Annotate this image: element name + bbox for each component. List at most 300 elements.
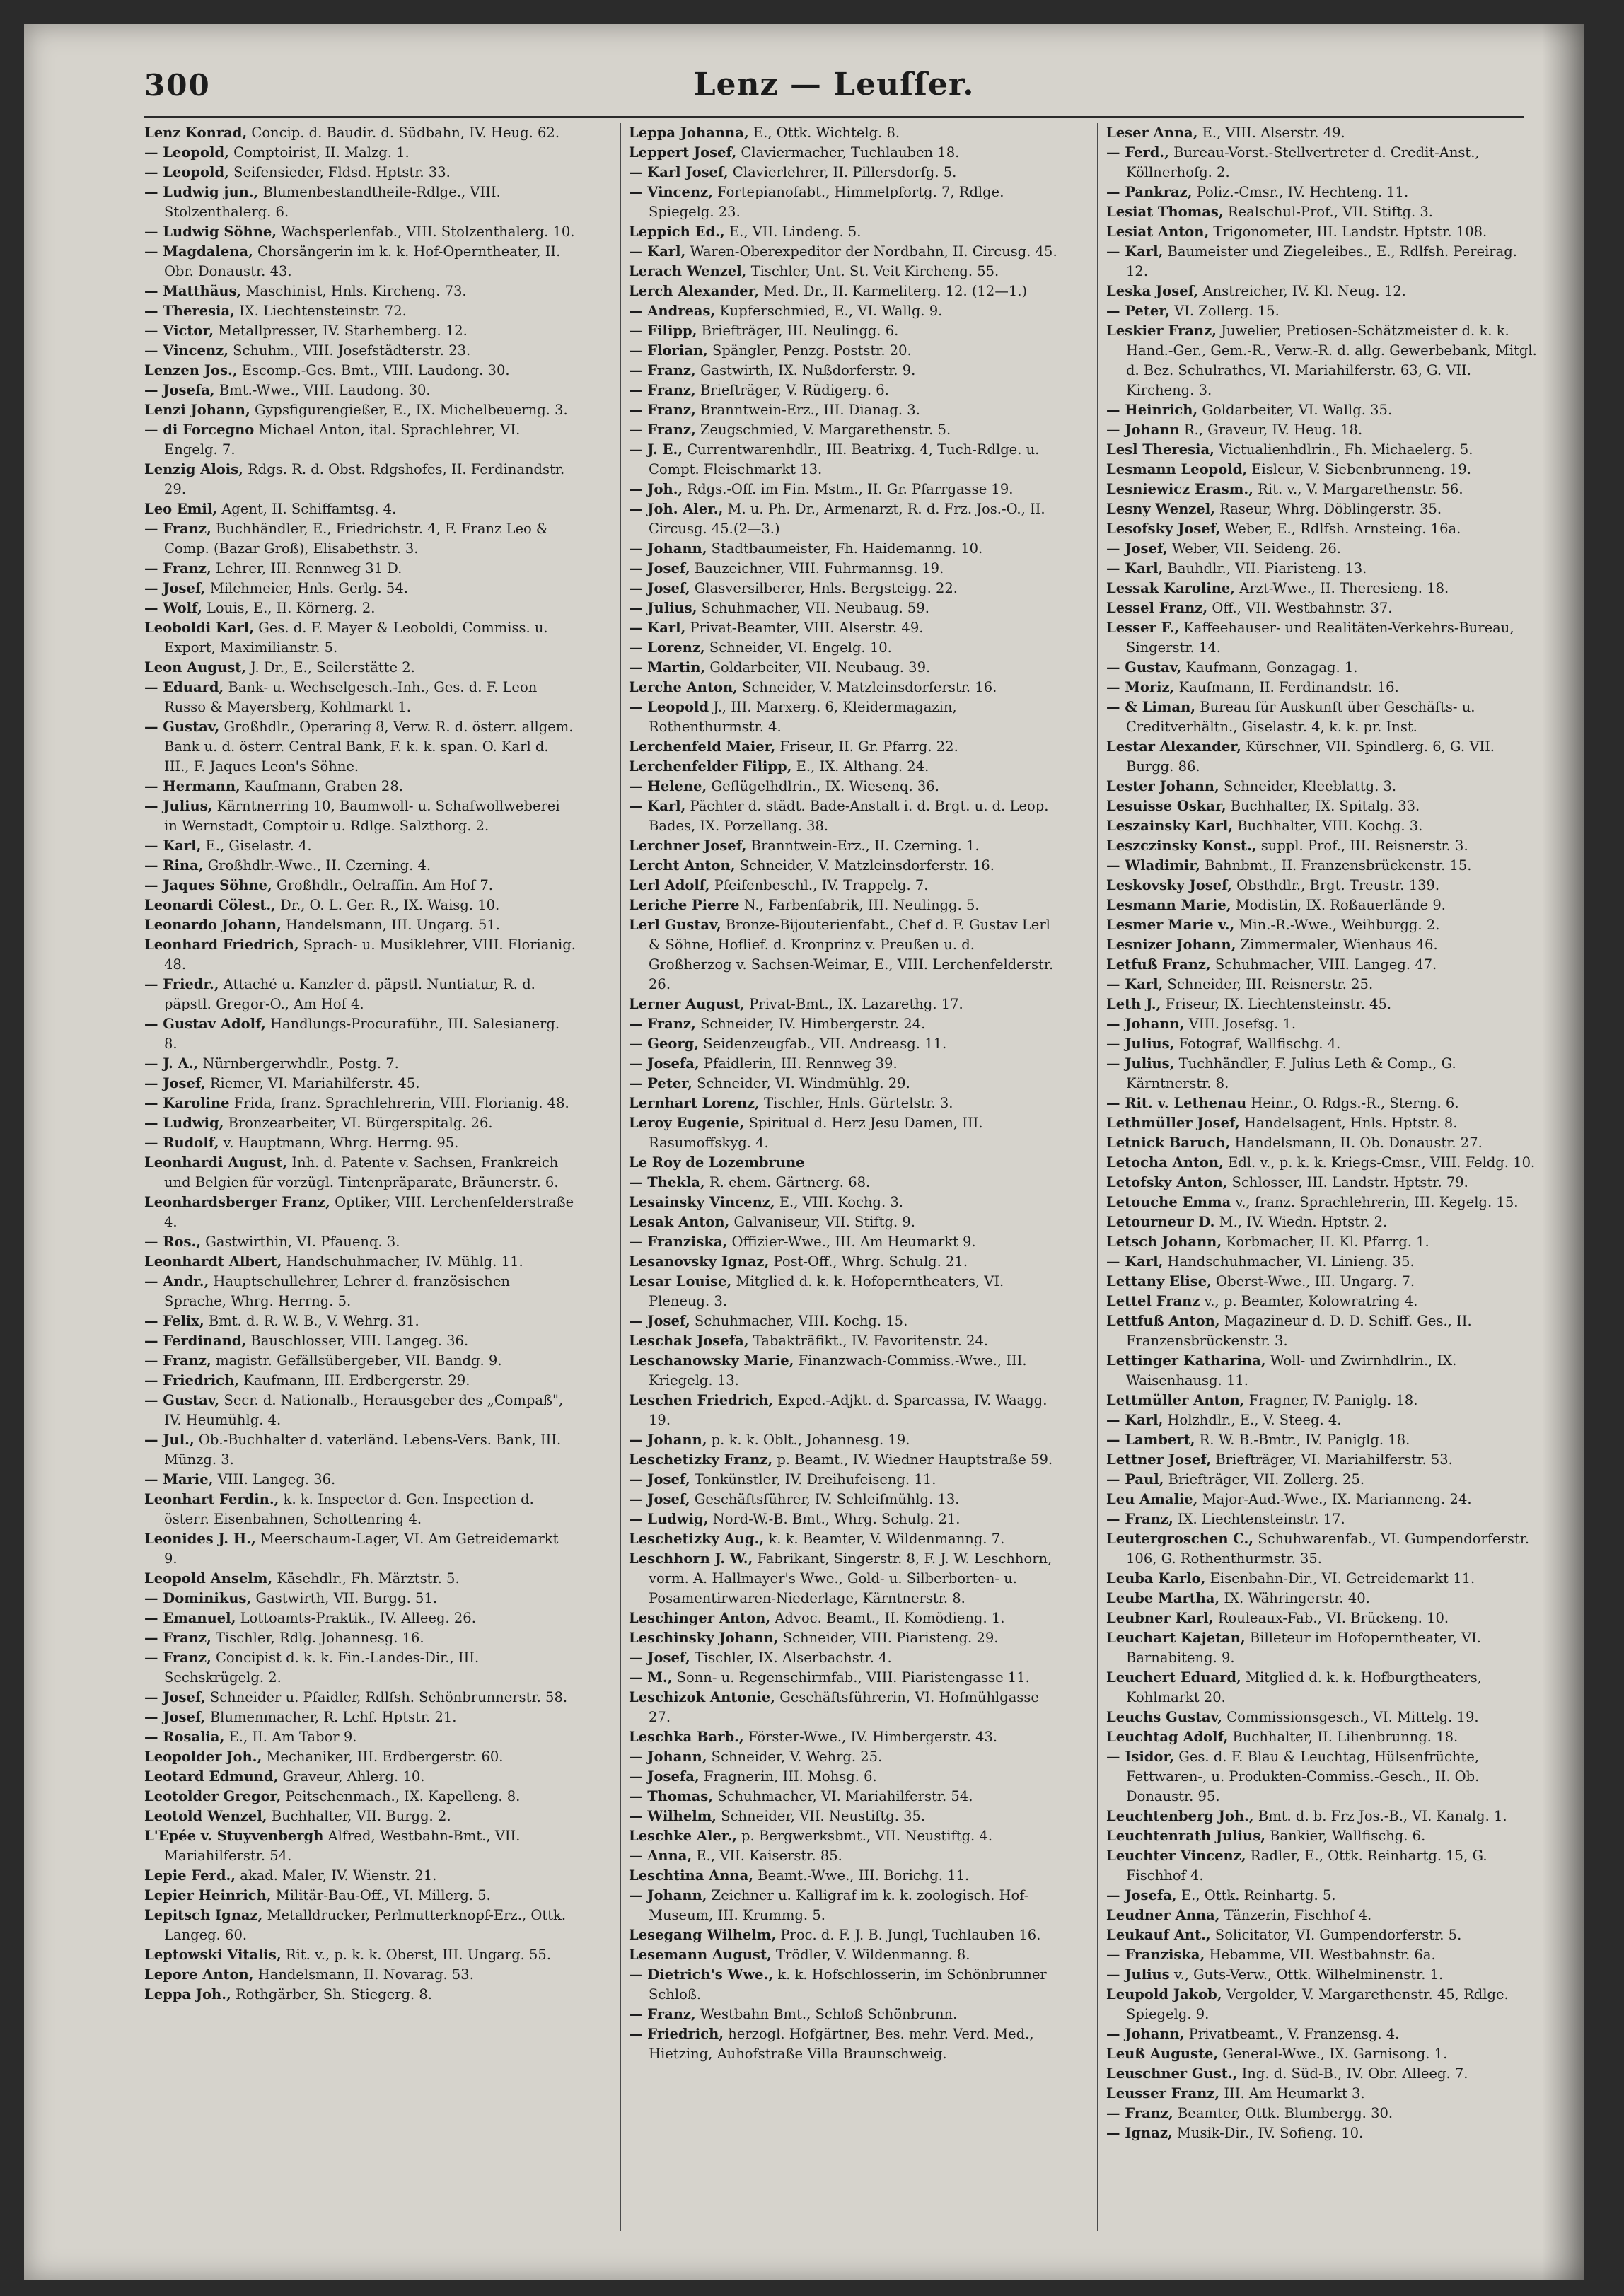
entry-details: E., Ottk. Reinhartg. 5. [1176, 1887, 1336, 1903]
directory-entry [1106, 282, 1538, 301]
entry-details: Attaché u. Kanzler d. päpstl. Nuntiatur, R. d. päpstl. Gregor-O., Am Hof 4. [164, 976, 535, 1012]
directory-entry [144, 1252, 576, 1272]
entry-details: Secr. d. Nationalb., Herausgeber des „Compaß", IV. Heumühlg. 4. [164, 1392, 564, 1428]
entry-name: — M., [629, 1669, 673, 1686]
directory-entry [144, 1351, 576, 1371]
directory-entry [1106, 1529, 1538, 1569]
directory-entry [1106, 1945, 1538, 1965]
entry-details: Concip. d. Baudir. d. Südbahn, IV. Heug. 62. [247, 124, 560, 141]
entry-name: Lettel Franz [1106, 1293, 1200, 1309]
entry-details: Goldarbeiter, VII. Neubaug. 39. [705, 659, 931, 676]
entry-name: Leuschner Gust., [1106, 2065, 1238, 2082]
directory-entry [629, 420, 1060, 440]
entry-details: Edl. v., p. k. k. Kriegs-Cmsr., VIII. Feldg. 10. [1223, 1154, 1536, 1171]
directory-entry [1106, 1450, 1538, 1470]
directory-entry [144, 1945, 576, 1965]
entry-name: Lesniewicz Erasm., [1106, 481, 1253, 497]
entry-details: Briefträger, VII. Zollerg. 25. [1164, 1471, 1365, 1488]
entry-details: Metalldrucker, Perlmutterknopf-Erz., Ottk. Langeg. 60. [164, 1907, 567, 1943]
entry-name: — Franz, [144, 1352, 211, 1369]
directory-entry [1106, 420, 1538, 440]
directory-entry [629, 1094, 1060, 1113]
entry-name: Lesemann August, [629, 1947, 772, 1963]
entry-details: Exped.-Adjkt. d. Sparcassa, IV. Waagg. 19. [649, 1392, 1048, 1428]
entry-details: Schuhmacher, VII. Neubaug. 59. [697, 600, 929, 616]
entry-name: Leuß Auguste, [1106, 2046, 1219, 2062]
entry-name: Leuchert Eduard, [1106, 1669, 1241, 1686]
entry-details: Oberst-Wwe., III. Ungarg. 7. [1211, 1273, 1415, 1289]
entry-details: J., III. Marxerg. 6, Kleidermagazin, Rothenthurmstr. 4. [649, 699, 957, 735]
entry-details: Schuhwarenfab., VI. Gumpendorferstr. 106, G. Rothenthurmstr. 35. [1126, 1531, 1530, 1567]
entry-details: Metallpresser, IV. Starhemberg. 12. [214, 323, 468, 339]
directory-entry [629, 658, 1060, 678]
entry-details: Solicitator, VI. Gumpendorferstr. 5. [1210, 1927, 1462, 1943]
entry-name: — Franz, [629, 1016, 696, 1032]
directory-entry [1106, 519, 1538, 539]
entry-details: Goldarbeiter, VI. Wallg. 35. [1197, 402, 1393, 418]
entry-name: Leschetizky Aug., [629, 1531, 765, 1547]
entry-details: Riemer, VI. Mariahilferstr. 45. [205, 1075, 420, 1091]
entry-details: R. ehem. Gärtnerg. 68. [704, 1174, 871, 1190]
directory-entry [144, 1193, 576, 1232]
directory-entry [629, 143, 1060, 163]
directory-entry [144, 1232, 576, 1252]
entry-name: — Josef, [629, 580, 690, 596]
entry-details: Ob.-Buchhalter d. vaterländ. Lebens-Vers. Bank, III. Münzg. 3. [164, 1432, 562, 1468]
entry-name: — Ros., [144, 1234, 202, 1250]
directory-entry [1106, 1014, 1538, 1034]
entry-name: — Franz, [629, 422, 696, 438]
entry-name: Lesanovsky Ignaz, [629, 1253, 770, 1270]
entry-name: — Joh., [629, 481, 683, 497]
entry-name: — Karl, [629, 798, 686, 814]
entry-name: Lesmer Marie v., [1106, 917, 1235, 933]
directory-entry [144, 400, 576, 420]
entry-name: Leonardo Johann, [144, 917, 282, 933]
header-rule [144, 116, 1524, 118]
entry-details: Großhdlr., Oelraffin. Am Hof 7. [272, 877, 493, 893]
entry-details: Concipist d. k. k. Fin.-Landes-Dir., III. Sechskrügelg. 2. [164, 1649, 480, 1686]
entry-details: Seidenzeugfab., VII. Andreasg. 11. [699, 1036, 947, 1052]
entry-details: E., II. Am Tabor 9. [224, 1729, 357, 1745]
entry-name: — Florian, [629, 342, 708, 359]
entry-name: — Emanuel, [144, 1610, 236, 1626]
entry-name: Leth J., [1106, 996, 1161, 1012]
directory-entry [1106, 1193, 1538, 1212]
directory-entry [144, 1113, 576, 1133]
entry-details: Schneider, V. Matzleinsdorferstr. 16. [737, 679, 997, 695]
directory-entry [1106, 1826, 1538, 1846]
entry-name: Leuchter Vincenz, [1106, 1848, 1246, 1864]
entry-details: Magazineur d. D. D. Schiff. Ges., II. Franzensbrückenstr. 3. [1126, 1313, 1472, 1349]
entry-name: — Rit. v. Lethenau [1106, 1095, 1247, 1111]
directory-entry [1106, 618, 1538, 658]
directory-entry [144, 658, 576, 678]
entry-details: k. k. Hofschlosserin, im Schönbrunner Schloß. [649, 1966, 1047, 2002]
directory-entry [1106, 1569, 1538, 1589]
directory-entry [1106, 400, 1538, 420]
entry-name: — Ludwig, [144, 1115, 224, 1131]
entry-details: Rouleaux-Fab., VI. Brückeng. 10. [1213, 1610, 1449, 1626]
entry-details: Pfaidlerin, III. Rennweg 39. [699, 1055, 898, 1072]
entry-name: Lesar Louise, [629, 1273, 732, 1289]
entry-name: — Josef, [629, 1471, 690, 1488]
entry-name: — Franz, [1106, 2105, 1173, 2121]
entry-details: Privat-Beamter, VIII. Alserstr. 49. [685, 620, 924, 636]
entry-details: Kaffeehauser- und Realitäten-Verkehrs-Bureau, Singerstr. 14. [1126, 620, 1514, 656]
entry-name: Leusser Franz, [1106, 2085, 1220, 2101]
entry-details: Eisenbahn-Dir., VI. Getreidemarkt 11. [1205, 1570, 1475, 1587]
entry-details: E., IX. Althang. 24. [791, 758, 929, 775]
entry-name: Leschke Aler., [629, 1828, 737, 1844]
entry-details: Schneider, III. Reisnerstr. 25. [1163, 976, 1374, 992]
entry-details: Tuchhändler, F. Julius Leth & Comp., G. Kärntnerstr. 8. [1126, 1055, 1456, 1091]
directory-entry [144, 559, 576, 579]
entry-details: Rothgärber, Sh. Stiegerg. 8. [231, 1986, 432, 2002]
entry-details: Realschul-Prof., VII. Stiftg. 3. [1223, 204, 1433, 220]
directory-entry [1106, 1292, 1538, 1311]
entry-name: Lettinger Katharina, [1106, 1352, 1266, 1369]
entry-details: Schneider, IV. Himbergerstr. 24. [695, 1016, 926, 1032]
entry-details: Handelsagent, Hnls. Hptstr. 8. [1239, 1115, 1458, 1131]
directory-entry [629, 1509, 1060, 1529]
directory-entry [144, 1787, 576, 1807]
entry-name: — Anna, [629, 1848, 692, 1864]
directory-entry [144, 341, 576, 361]
entry-details: IX. Liechtensteinstr. 17. [1173, 1511, 1345, 1527]
entry-name: Lesak Anton, [629, 1214, 730, 1230]
entry-name: — Andreas, [629, 303, 716, 319]
entry-name: Leoboldi Karl, [144, 620, 255, 636]
entry-details: v., Guts-Verw., Ottk. Wilhelminenstr. 1. [1169, 1966, 1444, 1983]
entry-name: Leotolder Gregor, [144, 1788, 282, 1804]
entry-details: Alfred, Westbahn-Bmt., VII. Mariahilferstr. 54. [164, 1828, 521, 1864]
entry-name: Leschanowsky Marie, [629, 1352, 794, 1369]
entry-details: III. Am Heumarkt 3. [1219, 2085, 1365, 2101]
entry-name: — Karl, [1106, 976, 1164, 992]
entry-name: Leskier Franz, [1106, 323, 1217, 339]
directory-entry [144, 678, 576, 717]
entry-name: Leppa Johanna, [629, 124, 749, 141]
column-divider [620, 123, 621, 2231]
entry-name: — Josef, [144, 1689, 206, 1705]
entry-name: — Wolf, [144, 600, 202, 616]
entry-details: Friseur, IX. Liechtensteinstr. 45. [1161, 996, 1392, 1012]
directory-entry [629, 440, 1060, 480]
entry-name: — J. A., [144, 1055, 199, 1072]
entry-details: Michael Anton, ital. Sprachlehrer, VI. Engelg. 7. [164, 422, 521, 458]
directory-entry [1106, 1311, 1538, 1351]
entry-name: Leuchart Kajetan, [1106, 1630, 1246, 1646]
entry-name: Lenzi Johann, [144, 402, 250, 418]
entry-details: R. W. B.-Bmtr., IV. Paniglg. 18. [1195, 1432, 1410, 1448]
entry-name: — Franziska, [1106, 1947, 1205, 1963]
entry-details: Ges. d. F. Mayer & Leoboldi, Commiss. u. Export, Maximilianstr. 5. [164, 620, 548, 656]
entry-details: IX. Währingerstr. 40. [1219, 1590, 1370, 1606]
directory-entry [144, 1074, 576, 1094]
directory-entry [144, 598, 576, 618]
entry-details: Buchhalter, II. Lilienbrunng. 18. [1228, 1729, 1458, 1745]
directory-entry [629, 777, 1060, 796]
entry-details: Briefträger, V. Rüdigerg. 6. [695, 382, 889, 398]
entry-name: — Ludwig Söhne, [144, 224, 277, 240]
entry-details: Mechaniker, III. Erdbergerstr. 60. [262, 1749, 504, 1765]
entry-details: Finanzwach-Commiss.-Wwe., III. Kriegelg. 13. [649, 1352, 1027, 1388]
directory-entry [629, 1232, 1060, 1252]
directory-entry [144, 1747, 576, 1767]
entry-name: — Heinrich, [1106, 402, 1198, 418]
entry-details: Friseur, II. Gr. Pfarrg. 22. [775, 738, 958, 755]
entry-details: Ges. d. F. Blau & Leuchtag, Hülsenfrüchte, Fettwaren-, u. Produkten-Commiss.-Gesch., II. Ob. Donaustr. 95. [1126, 1749, 1480, 1804]
directory-entry [629, 499, 1060, 539]
entry-details: Stadtbaumeister, Fh. Haidemanng. 10. [707, 540, 983, 557]
entry-details: Schuhmacher, VIII. Kochg. 15. [690, 1313, 908, 1329]
entry-name: — Julius, [1106, 1055, 1175, 1072]
directory-entry [1106, 658, 1538, 678]
entry-details: Galvaniseur, VII. Stiftg. 9. [729, 1214, 915, 1230]
entry-name: — Franz, [144, 521, 211, 537]
entry-name: Leukauf Ant., [1106, 1927, 1211, 1943]
entry-details: Bmt. d. b. Frz Jos.-B., VI. Kanalg. 1. [1253, 1808, 1507, 1824]
entry-name: — Josef, [629, 1491, 690, 1507]
entry-name: — Karl, [1106, 1412, 1164, 1428]
entry-name: Leptowski Vitalis, [144, 1947, 282, 1963]
entry-name: — Vincenz, [629, 184, 713, 200]
entry-name: Lenzen Jos., [144, 362, 238, 378]
entry-name: Leubner Karl, [1106, 1610, 1214, 1626]
directory-entry [629, 262, 1060, 282]
entry-name: — Friedrich, [629, 2026, 724, 2042]
directory-entry [629, 1549, 1060, 1608]
directory-entry [144, 1311, 576, 1331]
entry-details: Fortepianofabt., Himmelpfortg. 7, Rdlge. Spiegelg. 23. [649, 184, 1004, 220]
directory-entry [144, 1133, 576, 1153]
entry-name: Lesnizer Johann, [1106, 937, 1236, 953]
directory-entry [629, 1311, 1060, 1331]
entry-name: Lesuisse Oskar, [1106, 798, 1226, 814]
entry-details: Pfeifenbeschl., IV. Trappelg. 7. [709, 877, 929, 893]
entry-details: Arzt-Wwe., II. Theresieng. 18. [1235, 580, 1449, 596]
entry-name: Letnick Baruch, [1106, 1135, 1231, 1151]
entry-details: Bmt.-Wwe., VIII. Laudong. 30. [214, 382, 431, 398]
entry-details: Weber, VII. Seideng. 26. [1167, 540, 1341, 557]
directory-entry [1106, 1272, 1538, 1292]
directory-entry [1106, 1054, 1538, 1094]
entry-details: Schuhm., VIII. Josefstädterstr. 23. [228, 342, 471, 359]
entry-details: R., Graveur, IV. Heug. 18. [1179, 422, 1363, 438]
entry-details: Zimmermaler, Wienhaus 46. [1236, 937, 1438, 953]
directory-entry [144, 1866, 576, 1886]
entry-name: — Gustav Adolf, [144, 1016, 266, 1032]
directory-entry [629, 1351, 1060, 1391]
entry-name: — Franz, [144, 560, 211, 576]
entry-name: Le Roy de Lozembrune [629, 1154, 805, 1171]
entry-details: Clavierlehrer, II. Pillersdorfg. 5. [728, 164, 957, 180]
entry-details: Modistin, IX. Roßauerlände 9. [1231, 897, 1446, 913]
entry-name: Lerchenfeld Maier, [629, 738, 776, 755]
entry-details: Blumenmacher, R. Lchf. Hptstr. 21. [205, 1709, 457, 1725]
entry-name: Letfuß Franz, [1106, 956, 1211, 973]
entry-details: Bankier, Wallfischg. 6. [1265, 1828, 1426, 1844]
entry-name: — Franz, [629, 2006, 696, 2022]
directory-entry [1106, 202, 1538, 222]
directory-entry [629, 2024, 1060, 2064]
entry-name: — Victor, [144, 323, 214, 339]
directory-entry [1106, 440, 1538, 460]
directory-entry [1106, 1430, 1538, 1450]
entry-details: Sprach- u. Musiklehrer, VIII. Florianig. 48. [164, 937, 576, 973]
directory-entry [1106, 539, 1538, 559]
entry-details: Trödler, V. Wildenmanng. 8. [771, 1947, 970, 1963]
entry-details: Schuhmacher, VIII. Langeg. 47. [1210, 956, 1437, 973]
directory-entry [629, 480, 1060, 499]
entry-details: Kaufmann, II. Ferdinandstr. 16. [1174, 679, 1399, 695]
entry-name: — Wilhelm, [629, 1808, 717, 1824]
entry-details: E., Giselastr. 4. [201, 837, 312, 854]
entry-details: Käsehdlr., Fh. Märztstr. 5. [272, 1570, 460, 1587]
directory-entry [629, 1628, 1060, 1648]
entry-details: Handschuhmacher, IV. Mühlg. 11. [282, 1253, 523, 1270]
directory-entry [1106, 321, 1538, 400]
entry-name: Lepitsch Ignaz, [144, 1907, 263, 1923]
directory-entry [1106, 737, 1538, 777]
entry-details: k. k. Inspector d. Gen. Inspection d. österr. Eisenbahnen, Schottenring 4. [164, 1491, 534, 1527]
directory-entry [1106, 499, 1538, 519]
entry-details: Gastwirth, VII. Burgg. 51. [251, 1590, 438, 1606]
entry-details: Trigonometer, III. Landstr. Hptstr. 108. [1209, 224, 1487, 240]
directory-entry [629, 1965, 1060, 2005]
entry-name: Leonhart Ferdin., [144, 1491, 279, 1507]
directory-entry [629, 1391, 1060, 1430]
directory-entry [144, 1727, 576, 1747]
entry-details: Schneider, Kleeblattg. 3. [1219, 778, 1397, 794]
entry-name: Leschka Barb., [629, 1729, 744, 1745]
directory-entry [1106, 995, 1538, 1014]
entry-name: — Leopold, [144, 144, 229, 161]
entry-details: Gypsfigurengießer, E., IX. Michelbeuerng. 3. [250, 402, 568, 418]
entry-details: Nürnbergerwhdlr., Postg. 7. [198, 1055, 399, 1072]
entry-details: magistr. Gefällsübergeber, VII. Bandg. 9. [211, 1352, 502, 1369]
directory-entry [144, 1331, 576, 1351]
directory-entry [144, 163, 576, 182]
entry-name: — Franz, [144, 1649, 211, 1666]
entry-name: — Karl Josef, [629, 164, 729, 180]
entry-details: Kürschner, VII. Spindlerg. 6, G. VII. Burgg. 86. [1126, 738, 1495, 775]
entry-details: Geschäftsführerin, VI. Hofmühlgasse 27. [649, 1689, 1039, 1725]
directory-entry [629, 1212, 1060, 1232]
directory-entry [629, 638, 1060, 658]
directory-entry [629, 1074, 1060, 1094]
directory-entry [144, 1608, 576, 1628]
directory-entry [629, 361, 1060, 381]
directory-entry [629, 856, 1060, 876]
entry-details: Rit. v., p. k. k. Oberst, III. Ungarg. 55. [281, 1947, 552, 1963]
entry-details: Milchmeier, Hnls. Gerlg. 54. [205, 580, 408, 596]
directory-entry [144, 1529, 576, 1569]
entry-details: Großhdlr.-Wwe., II. Czerning. 4. [203, 857, 431, 874]
entry-name: Leonhardi August, [144, 1154, 288, 1171]
directory-entry [629, 2005, 1060, 2024]
entry-details: p. k. k. Oblt., Johannesg. 19. [707, 1432, 910, 1448]
entry-details: v., p. Beamter, Kolowratring 4. [1200, 1293, 1418, 1309]
entry-name: — Rosalia, [144, 1729, 225, 1745]
entry-details: Louis, E., II. Körnerg. 2. [202, 600, 376, 616]
directory-entry [629, 1608, 1060, 1628]
directory-entry [144, 321, 576, 341]
entry-name: — Pankraz, [1106, 184, 1193, 200]
directory-entry [1106, 2044, 1538, 2064]
entry-details: p. Bergwerksbmt., VII. Neustiftg. 4. [736, 1828, 993, 1844]
entry-details: Pächter d. städt. Bade-Anstalt i. d. Brgt. u. d. Leop. Bades, IX. Porzellang. 38. [649, 798, 1049, 834]
directory-entry [1106, 876, 1538, 895]
directory-entry [144, 1826, 576, 1866]
entry-details: General-Wwe., IX. Garnisong. 1. [1218, 2046, 1448, 2062]
entry-name: — Gustav, [144, 719, 220, 735]
directory-entry [144, 499, 576, 519]
entry-details: IX. Liechtensteinstr. 72. [234, 303, 407, 319]
entry-details: Comptoirist, II. Malzg. 1. [228, 144, 410, 161]
entry-details: Schuhmacher, VI. Mariahilferstr. 54. [713, 1788, 973, 1804]
directory-entry [629, 539, 1060, 559]
entry-name: — Josefa, [144, 382, 215, 398]
entry-details: Proc. d. F. J. B. Jungl, Tuchlauben 16. [776, 1927, 1041, 1943]
entry-details: VIII. Josefsg. 1. [1184, 1016, 1297, 1032]
entry-details: Kaufmann, Gonzagag. 1. [1181, 659, 1358, 676]
directory-entry [144, 876, 576, 895]
directory-entry [629, 1807, 1060, 1826]
entry-details: Billeteur im Hofoperntheater, VI. Barnabiteng. 9. [1126, 1630, 1481, 1666]
directory-entry [1106, 1232, 1538, 1252]
entry-details: suppl. Prof., III. Reisnerstr. 3. [1256, 837, 1468, 854]
entry-details: Branntwein-Erz., II. Czerning. 1. [746, 837, 980, 854]
entry-details: Privat-Bmt., IX. Lazarethg. 17. [744, 996, 963, 1012]
entry-name: — Peter, [629, 1075, 692, 1091]
entry-name: — Eduard, [144, 679, 224, 695]
entry-name: — Lambert, [1106, 1432, 1195, 1448]
entry-name: Leopolder Joh., [144, 1749, 262, 1765]
entry-name: — Thekla, [629, 1174, 705, 1190]
entry-details: Fabrikant, Singerstr. 8, F. J. W. Leschhorn, vorm. A. Hallmayer's Wwe., Gold- u. Silberborten- u. Posamentirwaren-Niederlage, Kärntnerstr. 8. [649, 1550, 1052, 1606]
directory-entry [144, 1430, 576, 1470]
directory-entry [1106, 1252, 1538, 1272]
directory-entry [629, 598, 1060, 618]
directory-entry [1106, 975, 1538, 995]
entry-details: Handschuhmacher, VI. Linieng. 35. [1163, 1253, 1415, 1270]
entry-name: — Karl, [1106, 1253, 1164, 1270]
entry-name: — Karl, [144, 837, 202, 854]
entry-name: Lesegang Wilhelm, [629, 1927, 777, 1943]
entry-details: Vergolder, V. Margarethenstr. 45, Rdlge. Spiegelg. 9. [1126, 1986, 1509, 2022]
entry-details: Sonn- u. Regenschirmfab., VIII. Piaristengasse 11. [672, 1669, 1030, 1686]
directory-entry [144, 420, 576, 460]
entry-name: — Rudolf, [144, 1135, 219, 1151]
entry-details: Fragner, IV. Paniglg. 18. [1244, 1392, 1418, 1408]
directory-entry [1106, 777, 1538, 796]
directory-entry [1106, 1985, 1538, 2024]
entry-details: herzogl. Hofgärtner, Bes. mehr. Verd. Med., Hietzing, Auhofstraße Villa Braunschweig. [649, 2026, 1034, 2062]
entry-name: — Franz, [629, 382, 696, 398]
directory-entry [144, 1648, 576, 1688]
entry-details: Schneider, V. Wehrg. 25. [707, 1749, 883, 1765]
directory-entry [1106, 895, 1538, 915]
entry-name: — Ludwig jun., [144, 184, 259, 200]
directory-entry [144, 1707, 576, 1727]
directory-entry [629, 381, 1060, 400]
entry-details: Poliz.-Cmsr., IV. Hechteng. 11. [1192, 184, 1409, 200]
entry-name: — Felix, [144, 1313, 204, 1329]
entry-name: — Josef, [629, 1313, 690, 1329]
entry-details: Schneider u. Pfaidler, Rdlfsh. Schönbrunnerstr. 58. [205, 1689, 568, 1705]
